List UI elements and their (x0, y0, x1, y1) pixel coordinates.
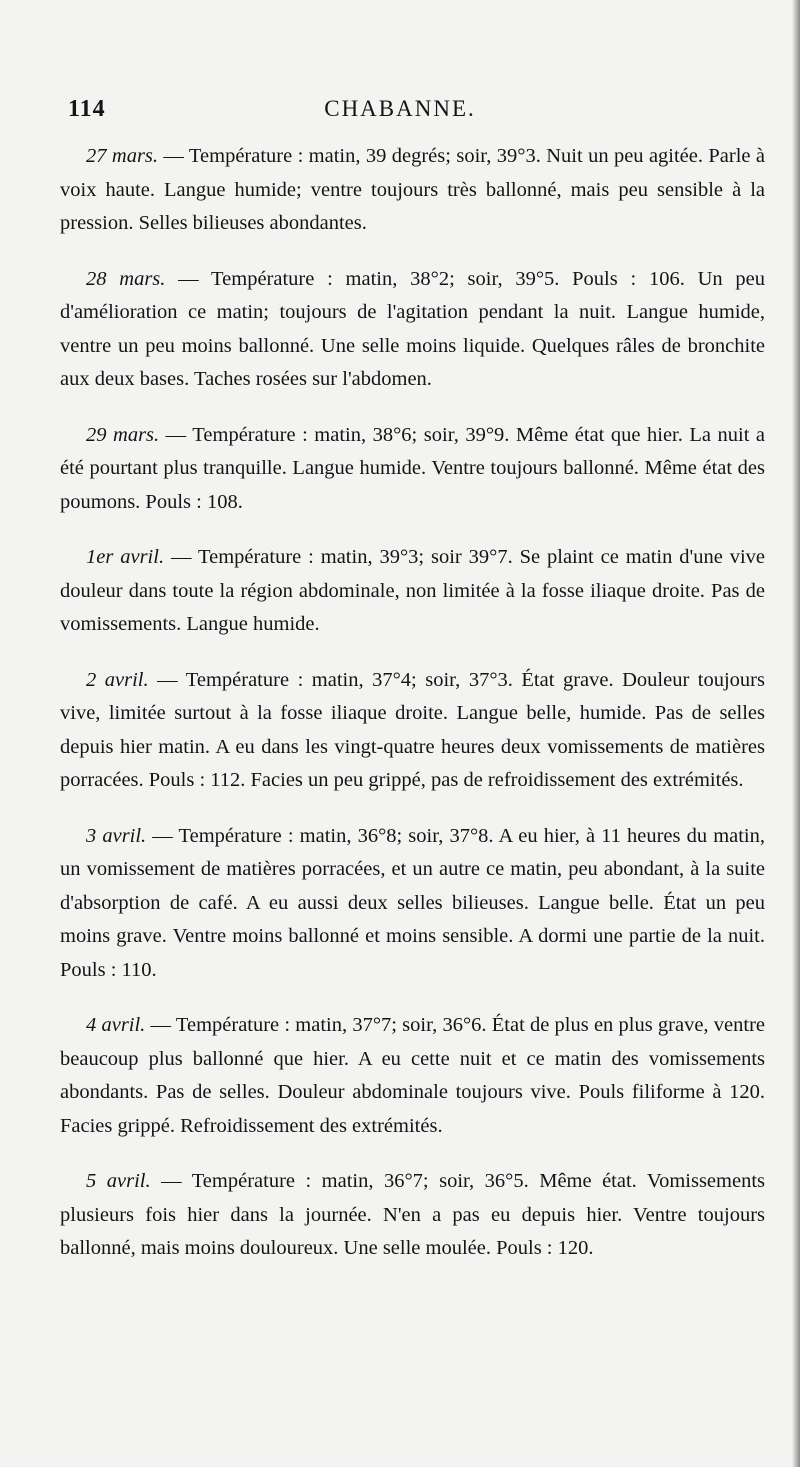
entry-1-avril (60, 541, 765, 642)
entry-text: — Température : matin, 38°6; soir, 39°9. Même état que hier. La nuit a été pourtant plus tranquille. Langue humide. Ventre toujours ballonné. Même état des poumons. Pouls : 108. (60, 423, 765, 513)
entry-date: 4 avril. (86, 1014, 146, 1036)
entry-text: — Température : matin, 37°7; soir, 36°6. État de plus en plus grave, ventre beaucoup plus ballonné que hier. A eu cette nuit et ce matin des vomissements abondants. Pas de selles. Douleur abdominale toujours vive. Pouls filiforme à 120. Facies grippé. Refroidissement des extrémités. (60, 1014, 765, 1137)
entry-date: 2 avril. (86, 668, 149, 691)
entry-date: 3 avril. (86, 824, 147, 847)
entry-2-avril (60, 664, 765, 798)
entry-text: — Température : matin, 37°4; soir, 37°3. État grave. Douleur toujours vive, limitée surtout à la fosse iliaque droite. Langue belle, humide. Pas de selles depuis hier matin. A eu dans les vingt-quatre heures deux vomissements de matières porracées. Pouls : 112. Facies un peu grippé, pas de refroidissement des extrémités. (60, 668, 765, 791)
entry-date: 29 mars. (86, 423, 160, 446)
entry-5-avril (60, 1165, 765, 1266)
entry-text: — Température : matin, 36°7; soir, 36°5. Même état. Vomissements plusieurs fois hier dans la journée. N'en a pas eu depuis hier. Ventre toujours ballonné, mais moins douloureux. Une selle moulée. Pouls : 120. (60, 1170, 765, 1259)
entry-date: 1er avril. (86, 546, 165, 568)
entry-text: — Température : matin, 39°3; soir 39°7. Se plaint ce matin d'une vive douleur dans toute la région abdominale, non limitée à la fosse iliaque droite. Pas de vomissements. Langue humide. (60, 546, 766, 635)
running-head: CHABANNE. (324, 96, 476, 121)
entry-date: 5 avril. (86, 1170, 151, 1192)
entry-28-mars (60, 263, 765, 397)
entry-3-avril (60, 820, 765, 988)
entry-text: — Température : matin, 38°2; soir, 39°5. Pouls : 106. Un peu d'amélioration ce matin; toujours de l'agitation pendant la nuit. Langue humide, ventre un peu moins ballonné. Une selle moins liquide. Quelques râles de bronchite aux deux bases. Taches rosées sur l'abdomen. (60, 267, 765, 390)
page-edge-shadow (792, 0, 800, 1467)
entry-date: 27 mars. (86, 145, 159, 167)
entry-29-mars (60, 419, 765, 520)
page-number: 114 (68, 96, 106, 122)
clinical-entries (60, 140, 765, 1288)
entry-text: — Température : matin, 36°8; soir, 37°8. A eu hier, à 11 heures du matin, un vomissement de matières porracées, et un autre ce matin, peu abondant, à la suite d'absorption de café. A eu aussi deux selles bilieuses. Langue belle. État un peu moins grave. Ventre moins ballonné et moins sensible. A dormi une partie de la nuit. Pouls : 110. (60, 824, 765, 981)
entry-27-mars (60, 140, 765, 241)
entry-4-avril (60, 1009, 765, 1143)
page-header (0, 96, 800, 130)
entry-text: — Température : matin, 39 degrés; soir, 39°3. Nuit un peu agitée. Parle à voix haute. Langue humide; ventre toujours très ballonné, mais peu sensible à la pression. Selles bilieuses abondantes. (60, 145, 765, 234)
entry-date: 28 mars. (86, 267, 166, 290)
